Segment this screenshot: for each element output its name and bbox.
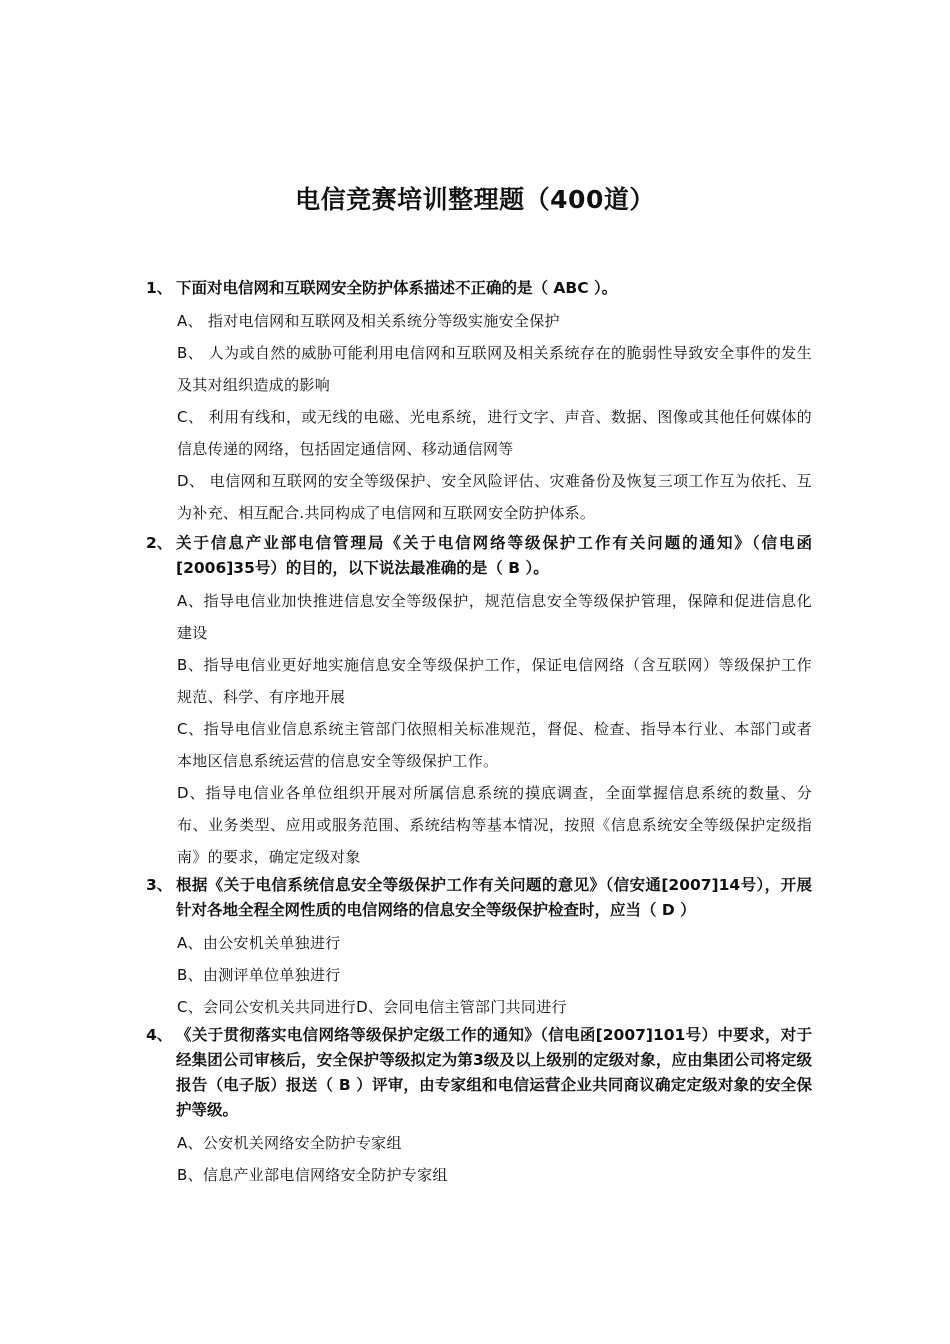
- option-b: B、信息产业部电信网络安全防护专家组: [177, 1166, 448, 1184]
- option-list: [140, 1127, 812, 1191]
- option-c-d: C、会同公安机关共同进行D、会同电信主管部门共同进行: [177, 998, 567, 1016]
- question-stem: [140, 531, 812, 582]
- question-text: 《关于贯彻落实电信网络等级保护定级工作的通知》（信电函[2007]101号）中要求，对于经集团公司审核后，安全保护等级拟定为第3级及以上级别的定级对象，应由集团公司将定级报告（电子版）报送（ B ）评审，由专家组和电信运营企业共同商议确定定级对象的安全保护等级。: [176, 1026, 812, 1119]
- question-number: 3、: [146, 876, 173, 894]
- option-a: A、由公安机关单独进行: [177, 934, 341, 952]
- question-number: 1、: [146, 279, 173, 297]
- option-list: [140, 305, 812, 529]
- option-b: B、指导电信业更好地实施信息安全等级保护工作，保证电信网络（含互联网）等级保护工作规范、科学、有序地开展: [177, 656, 812, 706]
- option-a: A、指导电信业加快推进信息安全等级保护，规范信息安全等级保护管理，保障和促进信息化建设: [177, 592, 812, 642]
- option-d: D、 电信网和互联网的安全等级保护、安全风险评估、灾难备份及恢复三项工作互为依托、互为补充、相互配合.共同构成了电信网和互联网安全防护体系。: [177, 472, 812, 522]
- question-number: 4、: [146, 1026, 173, 1044]
- option-list: [140, 927, 812, 1023]
- question-stem: [140, 1023, 812, 1124]
- question-text: 下面对电信网和互联网安全防护体系描述不正确的是（ ABC ）。: [176, 279, 618, 297]
- option-b: B、由测评单位单独进行: [177, 966, 341, 984]
- document-title: 电信竞赛培训整理题（400道）: [295, 185, 655, 214]
- question-stem: [140, 276, 812, 302]
- question-number: 2、: [146, 534, 173, 552]
- option-c: C、指导电信业信息系统主管部门依照相关标准规范，督促、检查、指导本行业、本部门或者本地区信息系统运营的信息安全等级保护工作。: [177, 720, 812, 770]
- question-list: [140, 276, 812, 1191]
- question-text: 根据《关于电信系统信息安全等级保护工作有关问题的意见》（信安通[2007]14号），开展针对各地全程全网性质的电信网络的信息安全等级保护检查时，应当（ D ）: [176, 876, 812, 919]
- option-list: [140, 585, 812, 873]
- question-text: 关于信息产业部电信管理局《关于电信网络等级保护工作有关问题的通知》（信电函[2006]35号）的目的，以下说法最准确的是（ B ）。: [176, 534, 812, 577]
- option-d: D、指导电信业各单位组织开展对所属信息系统的摸底调查，全面掌握信息系统的数量、分布、业务类型、应用或服务范围、系统结构等基本情况，按照《信息系统安全等级保护定级指南》的要求，确定定级对象: [177, 784, 812, 866]
- question-1: [140, 276, 812, 529]
- option-b: B、 人为或自然的威胁可能利用电信网和互联网及相关系统存在的脆弱性导致安全事件的发生及其对组织造成的影响: [177, 344, 812, 394]
- question-stem: [140, 873, 812, 924]
- question-2: [140, 531, 812, 873]
- question-3: [140, 873, 812, 1023]
- option-a: A、 指对电信网和互联网及相关系统分等级实施安全保护: [177, 312, 560, 330]
- option-c: C、 利用有线和，或无线的电磁、光电系统，进行文字、声音、数据、图像或其他任何媒体的信息传递的网络，包括固定通信网、移动通信网等: [177, 408, 812, 458]
- question-4: [140, 1023, 812, 1191]
- option-a: A、公安机关网络安全防护专家组: [177, 1134, 402, 1152]
